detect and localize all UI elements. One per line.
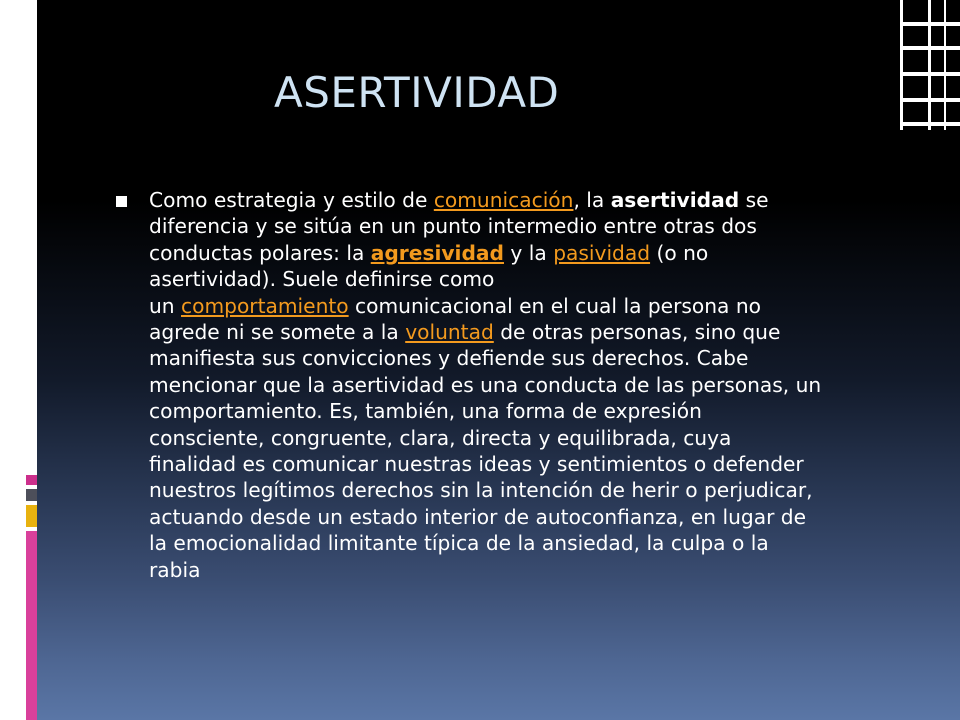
text-line: actuando desde un estado interior de autoconfianza, en lugar de xyxy=(149,504,807,529)
link-comunicacion[interactable]: comunicación xyxy=(433,188,574,212)
accent-bar-pink xyxy=(26,531,37,720)
link-pasividad[interactable]: pasividad xyxy=(553,240,651,265)
text-run: comunicacional en el cual la persona no xyxy=(348,293,761,318)
bullet-text xyxy=(149,187,909,583)
text-line xyxy=(149,187,909,213)
text-line: diferencia y se sitúa en un punto intermedio entre otras dos xyxy=(149,214,757,239)
text-line: asertividad). Suele definirse como xyxy=(149,267,495,292)
text-line xyxy=(149,293,909,319)
link-agresividad[interactable]: agresividad xyxy=(370,240,504,265)
text-run: conductas polares: la xyxy=(149,240,371,265)
text-line xyxy=(149,319,909,345)
text-line: rabia xyxy=(149,557,201,582)
link-voluntad[interactable]: voluntad xyxy=(405,320,494,345)
text-run: se xyxy=(739,188,769,212)
text-line: manifiesta sus convicciones y defiende sus derechos. Cabe xyxy=(149,346,749,371)
grid-pattern-icon xyxy=(900,0,960,130)
text-run: (o no xyxy=(650,240,709,265)
text-line: nuestros legítimos derechos sin la intención de herir o perjudicar, xyxy=(149,478,813,503)
bold-term-asertividad: asertividad xyxy=(610,188,740,212)
accent-bar-gold xyxy=(26,505,37,527)
link-comportamiento[interactable]: comportamiento xyxy=(181,293,349,318)
text-run: de otras personas, sino que xyxy=(493,320,781,345)
text-run: agrede ni se somete a la xyxy=(149,320,406,345)
text-line: consciente, congruente, clara, directa y equilibrada, cuya xyxy=(149,425,732,450)
text-line: la emocionalidad limitante típica de la ansiedad, la culpa o la xyxy=(149,531,769,556)
text-run: y la xyxy=(504,240,554,265)
text-line xyxy=(149,240,909,266)
square-bullet-icon xyxy=(116,196,127,207)
text-run: , la xyxy=(573,188,611,212)
text-line: mencionar que la asertividad es una conducta de las personas, un xyxy=(149,372,822,397)
accent-bar-gray xyxy=(26,489,37,501)
accent-bar-magenta xyxy=(26,475,37,485)
text-line: comportamiento. Es, también, una forma de expresión xyxy=(149,399,702,424)
text-line: finalidad es comunicar nuestras ideas y sentimientos o defender xyxy=(149,452,804,477)
slide-title: ASERTIVIDAD xyxy=(274,68,560,117)
text-run: un xyxy=(149,293,182,318)
text-run: Como estrategia y estilo de xyxy=(149,188,434,212)
